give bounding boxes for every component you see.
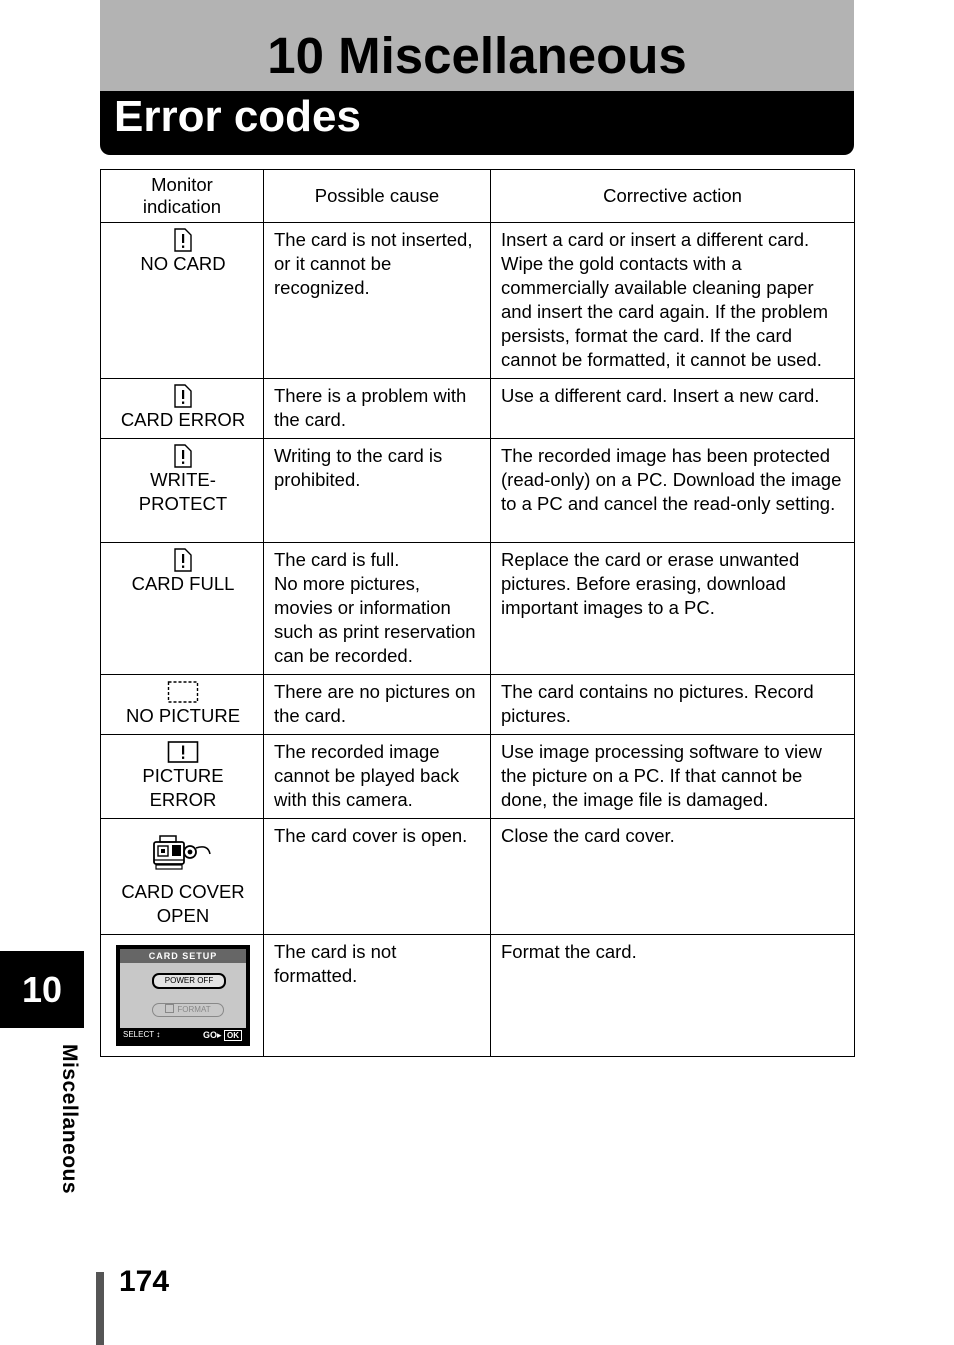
indication-label: NO PICTURE (125, 705, 241, 726)
card-exclamation-icon (173, 228, 193, 252)
chapter-title: 10 Miscellaneous (267, 27, 687, 84)
table-row (101, 543, 855, 675)
chapter-side-label: Miscellaneous (58, 1044, 81, 1195)
action-cell: Use image processing software to view the picture on a PC. If that cannot be done, the image file is damaged. (491, 735, 855, 819)
column-header-possible-cause: Possible cause (264, 170, 491, 223)
table-row (101, 223, 855, 379)
action-cell: Format the card. (491, 935, 855, 1057)
format-card-icon (165, 1004, 174, 1013)
select-label: SELECT (123, 1030, 154, 1039)
page-number: 174 (119, 1265, 170, 1298)
empty-frame-icon (167, 680, 199, 704)
card-setup-title: CARD SETUP (120, 949, 246, 963)
cause-cell: There are no pictures on the card. (264, 675, 491, 735)
picture-exclamation-icon (167, 740, 199, 764)
cause-cell: The card cover is open. (264, 819, 491, 935)
power-off-option: POWER OFF (152, 973, 226, 989)
indication-cell (101, 223, 264, 379)
section-title: Error codes (114, 92, 361, 141)
go-label: GO (202, 1030, 217, 1040)
indication-cell (101, 675, 264, 735)
error-codes-table (100, 169, 855, 1057)
cause-cell: There is a problem with the card. (264, 379, 491, 439)
table-row (101, 439, 855, 543)
card-setup-footer (120, 1028, 246, 1042)
indication-label: CARD FULL (131, 573, 235, 594)
table-row (101, 935, 855, 1057)
table-row (101, 379, 855, 439)
indication-cell (101, 735, 264, 819)
indication-label: CARD ERROR (120, 409, 246, 430)
chapter-tab: 10 (0, 951, 84, 1028)
ok-badge: OK (224, 1030, 242, 1041)
indication-label: WRITE- PROTECT (138, 469, 228, 514)
arrow-updown-icon: ↕ (156, 1030, 161, 1039)
page-number-bar (96, 1272, 104, 1345)
cause-cell: The card is full. No more pictures, movies or information such as print reservation can be recorded. (264, 543, 491, 675)
card-setup-screen (116, 945, 250, 1046)
action-cell: Insert a card or insert a different card. Wipe the gold contacts with a commercially available cleaning paper and insert the card again. If the problem persists, format the card. If the card cannot be formatted, it cannot be used. (491, 223, 855, 379)
indication-cell (101, 935, 264, 1057)
indication-cell (101, 379, 264, 439)
action-cell: Use a different card. Insert a new card. (491, 379, 855, 439)
indication-cell (101, 819, 264, 935)
table-header-row (101, 170, 855, 223)
table-row (101, 819, 855, 935)
action-cell: The recorded image has been protected (read-only) on a PC. Download the image to a PC and cancel the read-only setting. (491, 439, 855, 543)
column-header-monitor-indication: Monitor indication (101, 170, 264, 223)
card-exclamation-icon (173, 384, 193, 408)
indication-label: NO CARD (140, 253, 226, 274)
table-row (101, 675, 855, 735)
table-row (101, 735, 855, 819)
action-cell: Close the card cover. (491, 819, 855, 935)
cause-cell: The card is not inserted, or it cannot be recognized. (264, 223, 491, 379)
camera-card-cover-icon (150, 832, 216, 876)
cause-cell: The card is not formatted. (264, 935, 491, 1057)
indication-cell (101, 543, 264, 675)
action-cell: Replace the card or erase unwanted pictures. Before erasing, download important images to a PC. (491, 543, 855, 675)
cause-cell: Writing to the card is prohibited. (264, 439, 491, 543)
format-option-label: FORMAT (177, 1005, 211, 1014)
card-exclamation-icon (173, 444, 193, 468)
indication-label: CARD COVER OPEN (121, 881, 245, 926)
arrow-right-icon: ▸ (216, 1030, 222, 1040)
cause-cell: The recorded image cannot be played back with this camera. (264, 735, 491, 819)
indication-cell (101, 439, 264, 543)
format-option (152, 1003, 224, 1017)
indication-label: PICTURE ERROR (142, 765, 224, 810)
column-header-corrective-action: Corrective action (491, 170, 855, 223)
card-exclamation-icon (173, 548, 193, 572)
action-cell: The card contains no pictures. Record pictures. (491, 675, 855, 735)
